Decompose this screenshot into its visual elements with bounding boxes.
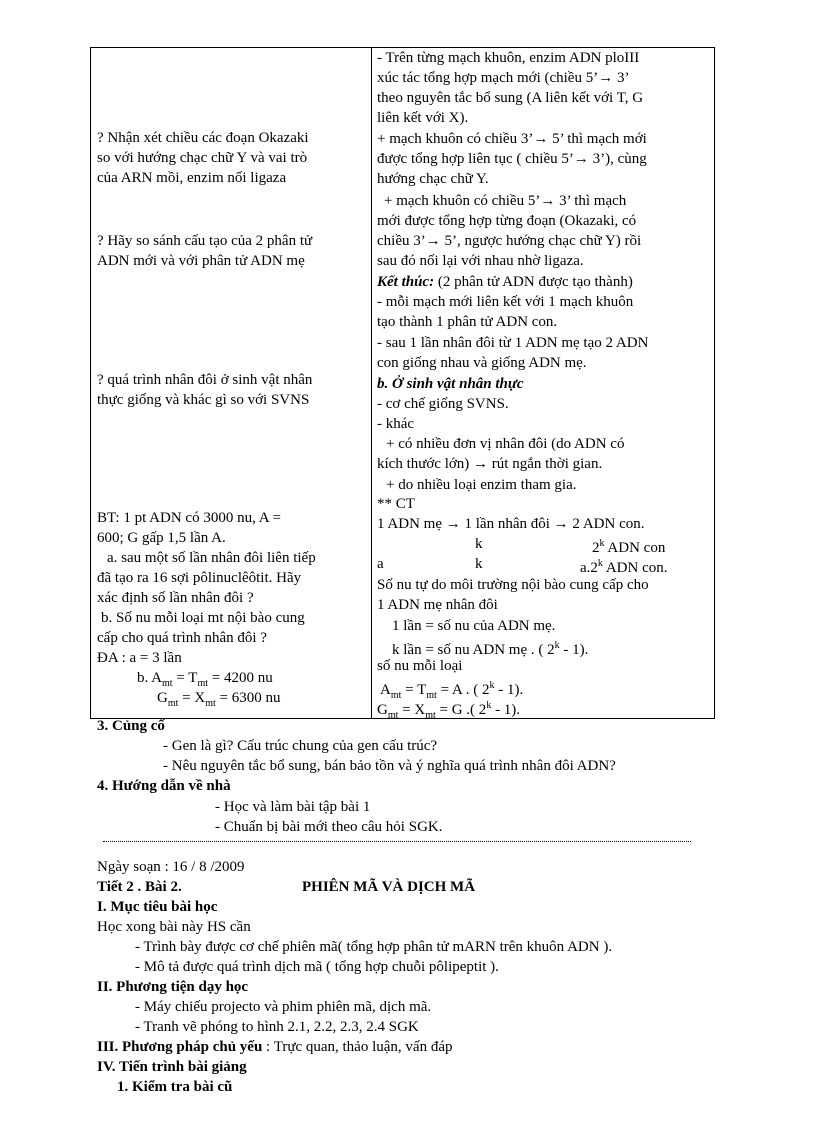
question-okazaki: ? Nhận xét chiều các đoạn Okazaki	[97, 130, 309, 146]
content-line: + mạch khuôn có chiều 3’→ 5’ thì mạch mới	[377, 131, 647, 147]
exercise-line: xác định số lần nhân đôi ?	[97, 590, 254, 606]
content-line: hướng chạc chữ Y.	[377, 171, 489, 187]
lesson-number: Tiết 2 . Bài 2.	[97, 879, 182, 895]
ct-label: ** CT	[377, 496, 415, 512]
homework-heading: 4. Hướng dẫn về nhà	[97, 778, 231, 794]
content-line: Số nu tự do môi trường nội bào cung cấp cho	[377, 577, 649, 593]
formula-line: $A_{mt} = T_{mt} = A$ . ( 2$^k$ - 1).	[380, 680, 524, 701]
consolidation-heading: 3. Củng cố	[97, 718, 165, 734]
question-okazaki-line2: so với hướng chạc chữ Y và vai trò	[97, 150, 308, 166]
answer-b-formula-a: b. $A_{mt} = T_{mt} = 4200$ nu	[137, 670, 273, 689]
exercise-line: BT: 1 pt ADN có 3000 nu, A =	[97, 510, 281, 526]
content-line: - khác	[377, 416, 415, 432]
content-line: xúc tác tổng hợp mạch mới (chiều 5’→ 3’	[377, 70, 630, 86]
ct-k: k	[475, 556, 483, 572]
objective-item: - Trình bày được cơ chế phiên mã( tổng hợp phân tử mARN trên khuôn ADN ).	[135, 939, 613, 955]
content-line: chiều 3’→ 5’, ngược hướng chạc chữ Y) rồi	[377, 233, 642, 249]
question-eukaryote-line2: thực giống và khác gì so với SVNS	[97, 392, 310, 408]
section-objectives-heading: I. Mục tiêu bài học	[97, 899, 218, 915]
answer-b-formula-g: $G_{mt} = X_{mt} = 6300$ nu	[157, 690, 281, 709]
ct-a: a	[377, 556, 384, 572]
formula-line: $G_{mt} = X_{mt} = G$ .( 2$^k$ - 1).	[377, 700, 521, 721]
content-line: con giống nhau và giống ADN mẹ.	[377, 355, 587, 371]
ct-k: k	[475, 536, 483, 552]
content-line: tạo thành 1 phân tử ADN con.	[377, 314, 558, 330]
formula-line: k lần = số nu ADN mẹ . ( 2$^k$ - 1).	[392, 640, 589, 658]
content-line: sau đó nối lại với nhau nhờ ligaza.	[377, 253, 584, 269]
formula-line: 1 lần = số nu của ADN mẹ.	[392, 618, 556, 634]
question-compare: ? Hãy so sánh cấu tạo của 2 phân tử	[97, 233, 313, 249]
ct-formula-2: 2$^k$ ADN con	[592, 538, 666, 556]
section-process-heading: IV. Tiến trình bài giảng	[97, 1059, 247, 1075]
ket-thuc-line: Kết thúc: (2 phân tử ADN được tạo thành)	[377, 274, 633, 290]
lesson-table	[90, 47, 715, 719]
content-line: mới được tổng hợp từng đoạn (Okazaki, có	[377, 213, 637, 229]
ct-formula-1: 1 ADN mẹ → 1 lần nhân đôi → 2 ADN con.	[377, 516, 645, 532]
objectives-intro: Học xong bài này HS cần	[97, 919, 251, 935]
content-line: 1 ADN mẹ nhân đôi	[377, 597, 498, 613]
content-line: được tổng hợp liên tục ( chiều 5’→ 3’), cùng	[377, 151, 647, 167]
teacher-questions-column	[91, 48, 372, 719]
exercise-line: b. Số nu mỗi loại mt nội bào cung	[101, 610, 305, 626]
content-line: - cơ chế giống SVNS.	[377, 396, 509, 412]
tool-item: - Tranh vẽ phóng to hình 2.1, 2.2, 2.3, 2.4 SGK	[135, 1019, 419, 1035]
question-okazaki-line3: của ARN mồi, enzim nối ligaza	[97, 170, 287, 186]
content-line: kích thước lớn) → rút ngắn thời gian.	[377, 456, 603, 472]
exercise-line: đã tạo ra 16 sợi pôlinuclêôtit. Hãy	[97, 570, 302, 586]
section-methods: III. Phương pháp chủ yếu : Trực quan, thảo luận, vấn đáp	[97, 1039, 453, 1055]
exercise-line: 600; G gấp 1,5 lần A.	[97, 530, 226, 546]
content-line: - Trên từng mạch khuôn, enzim ADN ploIII	[377, 50, 640, 66]
homework-item: - Chuẩn bị bài mới theo câu hỏi SGK.	[215, 819, 443, 835]
homework-item: - Học và làm bài tập bài 1	[215, 799, 371, 815]
tool-item: - Máy chiếu projecto và phim phiên mã, dịch mã.	[135, 999, 432, 1015]
content-line: + do nhiều loại enzim tham gia.	[386, 477, 577, 493]
consolidation-item: - Nêu nguyên tắc bổ sung, bán bảo tồn và ý nghĩa quá trình nhân đôi ADN?	[163, 758, 616, 774]
content-line: + có nhiều đơn vị nhân đôi (do ADN có	[386, 436, 625, 452]
prep-date: Ngày soạn : 16 / 8 /2009	[97, 859, 245, 875]
eukaryote-heading: b. Ở sinh vật nhân thực	[377, 376, 524, 392]
exercise-line: cấp cho quá trình nhân đôi ?	[97, 630, 267, 646]
subsection-review: 1. Kiểm tra bài cũ	[117, 1079, 233, 1095]
content-line: theo nguyên tắc bổ sung (A liên kết với T, G	[377, 90, 644, 106]
section-divider	[103, 841, 691, 842]
question-compare-line2: ADN mới và với phân tử ADN mẹ	[97, 253, 305, 269]
answer-a: ĐA : a = 3 lần	[97, 650, 182, 666]
content-line: liên kết với X).	[377, 110, 469, 126]
content-line: - sau 1 lần nhân đôi từ 1 ADN mẹ tạo 2 ADN	[377, 335, 649, 351]
exercise-line: a. sau một số lần nhân đôi liên tiếp	[107, 550, 316, 566]
ct-formula-3: a.2$^k$ ADN con.	[580, 558, 668, 576]
objective-item: - Mô tả được quá trình dịch mã ( tổng hợp chuỗi pôlipeptit ).	[135, 959, 499, 975]
formula-line: số nu mỗi loại	[377, 658, 463, 674]
question-eukaryote: ? quá trình nhân đôi ở sinh vật nhân	[97, 372, 313, 388]
consolidation-item: - Gen là gì? Cấu trúc chung của gen cấu trúc?	[163, 738, 438, 754]
content-column	[372, 48, 715, 719]
lesson-title: PHIÊN MÃ VÀ DỊCH MÃ	[302, 879, 476, 895]
content-line: - mỗi mạch mới liên kết với 1 mạch khuôn	[377, 294, 634, 310]
section-tools-heading: II. Phương tiện dạy học	[97, 979, 249, 995]
content-line: + mạch khuôn có chiều 5’→ 3’ thì mạch	[384, 193, 627, 209]
